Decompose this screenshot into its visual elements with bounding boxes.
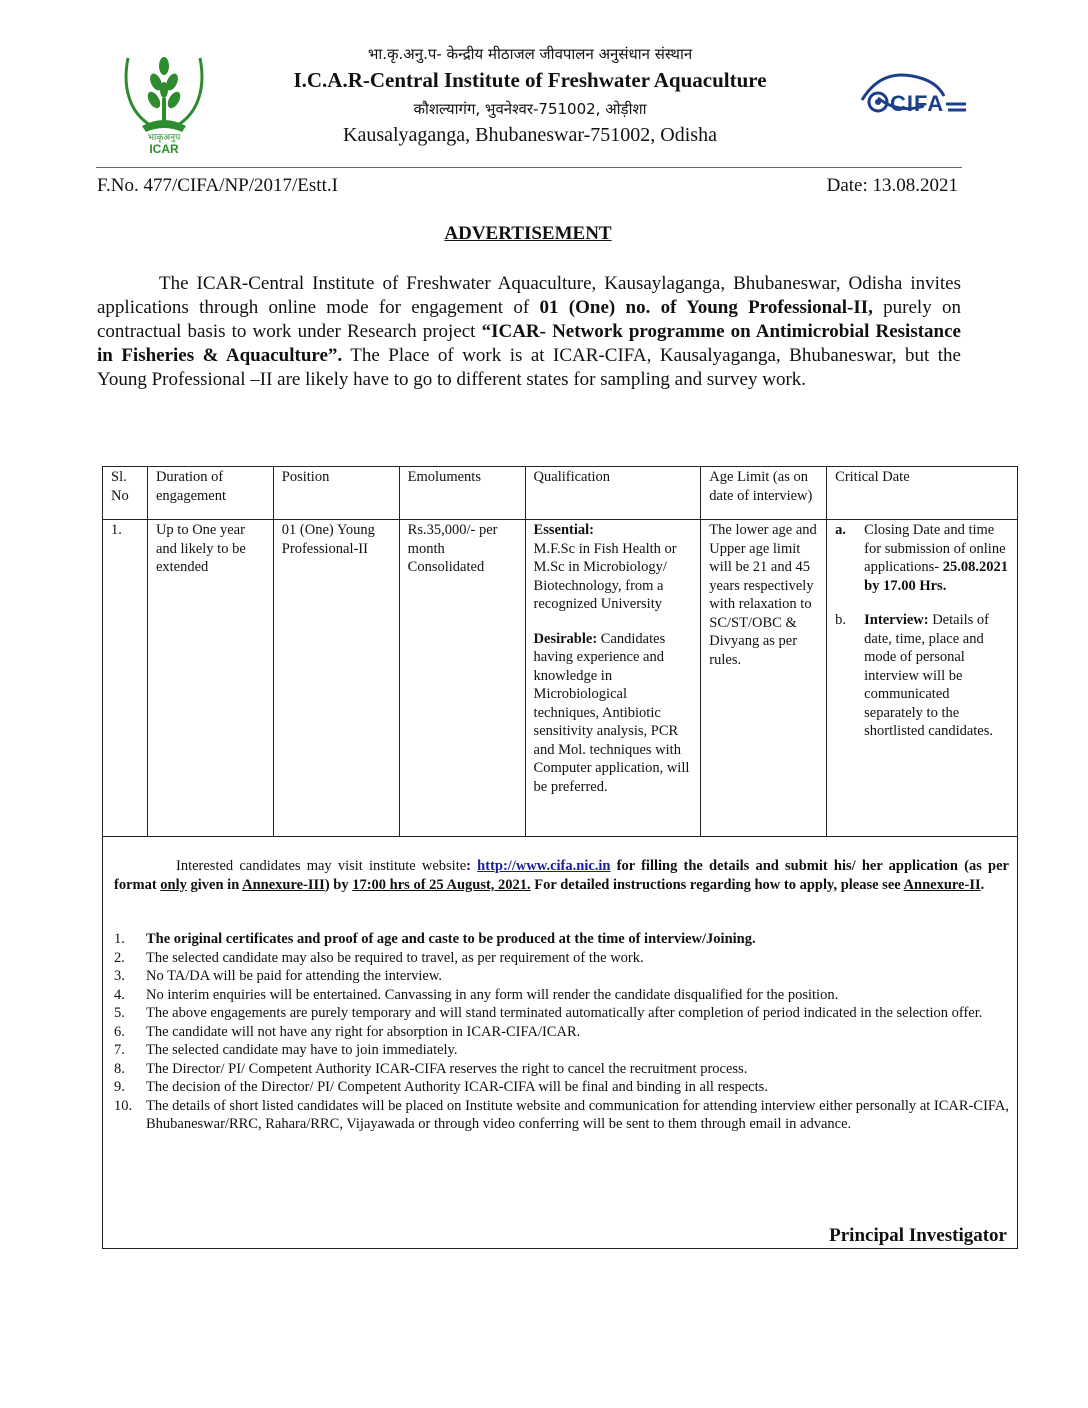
list-item-number: 2. <box>114 949 125 966</box>
institute-address-hindi: कौशल्यागंग, भुवनेश्वर-751002, ओड़ीशा <box>413 100 647 118</box>
deadline-text: 17:00 hrs of 25 August, 2021. <box>352 876 531 893</box>
annexure-ii: Annexure-II <box>903 876 981 893</box>
intro-position-bold: 01 (One) no. of Young Professional-II, <box>539 297 873 318</box>
list-item <box>114 1078 1009 1097</box>
list-item <box>114 1060 1009 1079</box>
list-item-number: 5. <box>114 1005 125 1021</box>
critical-item-label: a. <box>835 522 847 538</box>
critical-item-label: b. <box>835 612 847 628</box>
list-item-number: 6. <box>114 1023 125 1040</box>
table-row <box>103 520 1018 837</box>
list-item-text: No TA/DA will be paid for attending the interview. <box>146 968 443 984</box>
critical-item-interview <box>835 611 1009 741</box>
icar-logo <box>118 48 210 158</box>
file-number: F.No. 477/CIFA/NP/2017/Estt.I <box>97 175 338 196</box>
cifa-logo-text: CIFA <box>890 91 945 116</box>
desirable-label: Desirable: <box>533 630 598 647</box>
intro-paragraph <box>97 272 961 392</box>
list-item <box>114 930 1009 949</box>
list-item <box>114 1041 1009 1060</box>
icar-logo-hindi-text: भाकृअनुप <box>147 133 181 143</box>
cell-qualification <box>525 520 701 837</box>
icar-logo-text: ICAR <box>149 142 179 156</box>
list-item <box>114 949 1009 968</box>
cell-critical-date <box>827 520 1018 837</box>
list-item-text: No interim enquiries will be entertained. Canvassing in any form will render the candidate disqualified for the position. <box>146 986 839 1003</box>
list-item-number: 7. <box>114 1042 125 1058</box>
cell-emoluments: Rs.35,000/- per month Consolidated <box>399 520 525 837</box>
closing-date-text: Closing Date and time for submission of online applications- <box>864 522 1006 575</box>
website-link[interactable]: http://www.cifa.nic.in <box>477 858 611 874</box>
header-emoluments: Emoluments <box>399 467 525 520</box>
essential-label: Essential: <box>533 522 594 538</box>
signature-title: Principal Investigator <box>829 1225 1007 1246</box>
header-divider <box>96 167 962 168</box>
advertisement-title: ADVERTISEMENT <box>444 223 612 244</box>
list-item-number: 4. <box>114 986 125 1003</box>
table-header-row <box>103 467 1018 520</box>
intro-project-bold: “ICAR- Network programme on Antimicrobial Resistance in Fisheries & Aquaculture”. <box>97 321 961 366</box>
header-sl-no: Sl. No <box>103 467 148 520</box>
interview-label: Interview: <box>864 612 929 628</box>
institute-address: Kausalyaganga, Bhubaneswar-751002, Odisha <box>343 124 717 146</box>
critical-item-closing <box>835 521 1009 595</box>
header-duration: Duration of engagement <box>147 467 273 520</box>
list-item <box>114 1097 1009 1134</box>
terms-list <box>114 930 1009 1134</box>
annexure-iii: Annexure-III <box>242 876 325 893</box>
list-item <box>114 1004 1009 1023</box>
post-details-table <box>102 466 1018 837</box>
list-item-text: The original certificates and proof of age and caste to be produced at the time of interview/Joining. <box>146 931 756 947</box>
instructions-text-2: for filling the details and submit his/ her application (as per format <box>114 858 1009 893</box>
list-item <box>114 1023 1009 1042</box>
list-item <box>114 967 1009 986</box>
list-item-number: 1. <box>114 931 125 947</box>
cell-sl-no: 1. <box>103 520 148 837</box>
header-position: Position <box>273 467 399 520</box>
instructions-colon: : <box>466 858 478 874</box>
closing-date-value: 25.08.2021 by 17.00 Hrs. <box>864 559 1008 594</box>
instructions-text-1: Interested candidates may visit institute website <box>176 858 467 874</box>
cell-duration: Up to One year and likely to be extended <box>147 520 273 837</box>
desirable-text: Candidates having experience and knowledge in Microbiological techniques, Antibiotic sensitivity analysis, PCR and Mol. techniques with Computer application, will be preferred. <box>533 630 690 795</box>
list-item-text: The above engagements are purely temporary and will stand terminated automatically after completion of period indicated in the selection offer. <box>146 1005 983 1021</box>
only-text: only <box>160 876 187 893</box>
list-item-number: 3. <box>114 968 125 984</box>
list-item-text: The decision of the Director/ PI/ Competent Authority ICAR-CIFA will be final and binding in all respects. <box>146 1079 768 1095</box>
instructions-text-6: . <box>980 876 985 893</box>
list-item-text: The selected candidate may also be required to travel, as per requirement of the work. <box>146 949 644 966</box>
cell-position: 01 (One) Young Professional-II <box>273 520 399 837</box>
list-item <box>114 986 1009 1005</box>
application-instructions <box>114 857 1009 894</box>
cifa-logo <box>858 66 970 122</box>
instructions-text-4: ) by <box>324 876 353 893</box>
list-item-text: The details of short listed candidates will be placed on Institute website and communication for attending interview either personally at ICAR-CIFA, Bhubaneswar/RRC, Rahara/RRC, Vijayawada or through video conferring will be sent to them through email in advance. <box>146 1097 1009 1132</box>
cell-age-limit: The lower age and Upper age limit will be 21 and 45 years respectively with relaxation to SC/ST/OBC & Divyang as per rules. <box>701 520 827 837</box>
list-item-text: The selected candidate may have to join immediately. <box>146 1042 458 1058</box>
header-qualification: Qualification <box>525 467 701 520</box>
institute-name: I.C.A.R-Central Institute of Freshwater Aquaculture <box>293 68 767 92</box>
instructions-text-3: given in <box>186 876 243 893</box>
intro-text-3: The Place of work is at ICAR-CIFA, Kausalyaganga, Bhubaneswar, but the Young Professional –II are likely have to go to different states for sampling and survey work. <box>97 345 961 390</box>
interview-text: Details of date, time, place and mode of personal interview will be communicated separately to the shortlisted candidates. <box>864 612 994 739</box>
critical-item-text <box>864 521 1009 595</box>
essential-text: M.F.Sc in Fish Health or M.Sc in Microbiology/ Biotechnology, from a recognized University <box>533 540 677 612</box>
list-item-number: 8. <box>114 1060 125 1077</box>
list-item-text: The candidate will not have any right for absorption in ICAR-CIFA/ICAR. <box>146 1023 581 1040</box>
intro-text-2: purely on contractual basis to work under Research project <box>97 297 961 342</box>
notes-box <box>102 835 1018 1249</box>
list-item-number: 9. <box>114 1079 125 1095</box>
header-age-limit: Age Limit (as on date of interview) <box>701 467 827 520</box>
desirable-block <box>534 630 693 797</box>
document-date: Date: 13.08.2021 <box>826 175 958 196</box>
critical-item-text <box>864 611 1009 741</box>
list-item-text: The Director/ PI/ Competent Authority ICAR-CIFA reserves the right to cancel the recruitment process. <box>146 1060 748 1077</box>
instructions-text-5: For detailed instructions regarding how to apply, please see <box>530 876 904 893</box>
intro-text-1: The ICAR-Central Institute of Freshwater Aquaculture, Kausaylaganga, Bhubaneswar, Odisha invites applications through online mode for engagement of <box>97 273 961 318</box>
list-item-number: 10. <box>114 1097 133 1114</box>
institute-name-hindi: भा.कृ.अनु.प- केन्द्रीय मीठाजल जीवपालन अनुसंधान संस्थान <box>367 45 693 63</box>
header-critical-date: Critical Date <box>827 467 1018 520</box>
